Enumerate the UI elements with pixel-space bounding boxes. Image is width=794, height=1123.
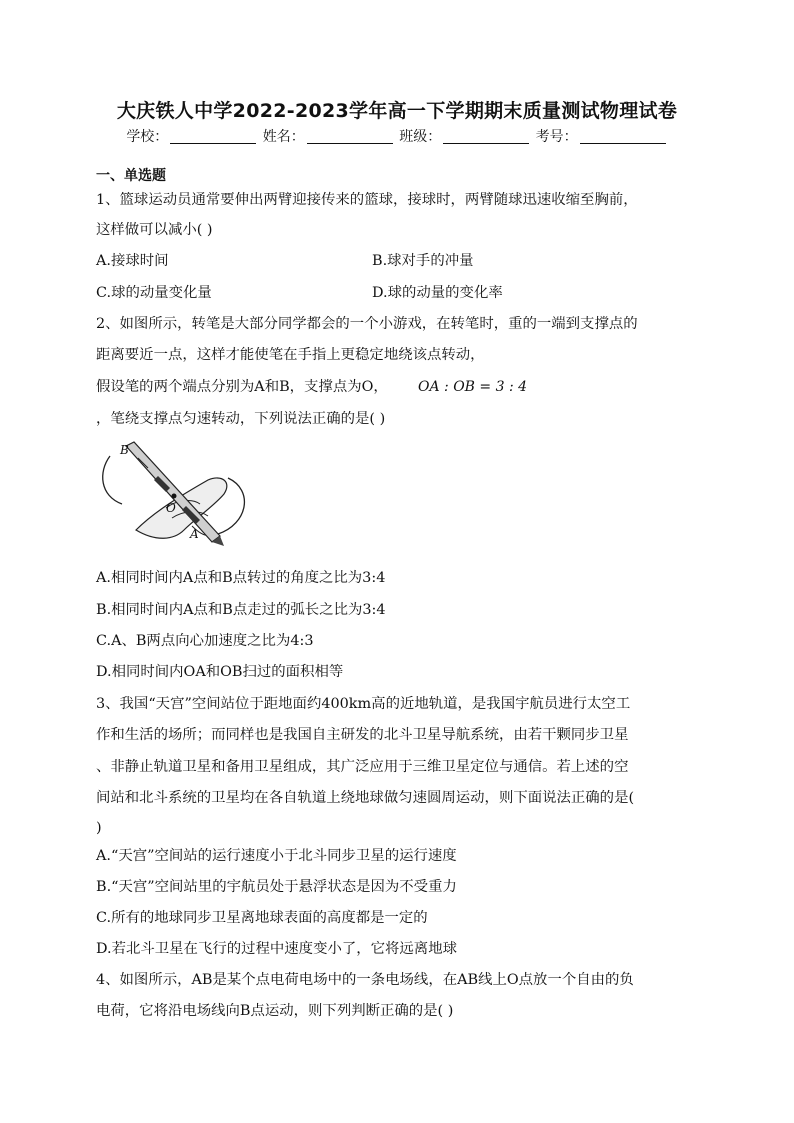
q2-stem-line-2: 距离要近一点，这样才能使笔在手指上更稳定地绕该点转动，	[96, 347, 485, 363]
section-heading-single-choice: 一、单选题	[96, 168, 166, 184]
pivot-point-o	[172, 494, 177, 499]
q1-stem-line-2: 这样做可以减小( )	[96, 222, 213, 238]
exam-number-label: 考号：	[535, 129, 578, 145]
class-blank[interactable]	[443, 129, 529, 144]
q3-option-b: B.“天宫”空间站里的宇航员处于悬浮状态是因为不受重力	[96, 879, 457, 895]
student-info-line	[0, 126, 794, 146]
q3-option-d: D.若北斗卫星在飞行的过程中速度变小了，它将远离地球	[96, 941, 457, 957]
q2-ratio-formula: OA : OB = 3 : 4	[418, 379, 528, 395]
exam-number-blank[interactable]	[580, 129, 666, 144]
q3-stem-line-2: 作和生活的场所；而同样也是我国自主研发的北斗卫星导航系统，由若干颗同步卫星	[96, 727, 629, 743]
class-label: 班级：	[399, 129, 442, 145]
q3-stem-line-4: 间站和北斗系统的卫星均在各自轨道上绕地球做匀速圆周运动，则下面说法正确的是(	[96, 790, 635, 806]
q1-option-c: C.球的动量变化量	[96, 285, 212, 301]
school-blank[interactable]	[170, 129, 256, 144]
q4-stem-line-1: 4、如图所示，AB是某个点电荷电场中的一条电场线，在AB线上O点放一个自由的负	[96, 972, 634, 988]
name-blank[interactable]	[307, 129, 393, 144]
q2-option-a: A.相同时间内A点和B点转过的角度之比为3:4	[96, 570, 386, 586]
pen-spinning-figure	[96, 438, 256, 546]
exam-title: 大庆铁人中学2022-2023学年高一下学期期末质量测试物理试卷	[116, 100, 678, 122]
q3-option-c: C.所有的地球同步卫星离地球表面的高度都是一定的	[96, 910, 428, 926]
label-a: A	[190, 527, 199, 541]
q3-stem-line-5: )	[96, 820, 102, 836]
q1-option-d: D.球的动量的变化率	[372, 285, 503, 301]
rotation-arc-left	[103, 456, 122, 504]
q2-option-c: C.A、B两点向心加速度之比为4:3	[96, 633, 314, 649]
q3-option-a: A.“天宫”空间站的运行速度小于北斗同步卫星的运行速度	[96, 848, 457, 864]
q4-stem-line-2: 电荷，它将沿电场线向B点运动，则下列判断正确的是( )	[96, 1003, 454, 1019]
label-b: B	[120, 443, 129, 457]
q1-stem-line-1: 1、篮球运动员通常要伸出两臂迎接传来的篮球，接球时，两臂随球迅速收缩至胸前，	[96, 192, 638, 208]
school-label: 学校：	[126, 129, 169, 145]
q3-stem-line-1: 3、我国“天宫”空间站位于距地面约400km高的近地轨道，是我国宇航员进行太空工	[96, 696, 631, 712]
q1-option-a: A.接球时间	[96, 253, 169, 269]
q1-option-b: B.球对手的冲量	[372, 253, 474, 269]
q2-option-b: B.相同时间内A点和B点走过的弧长之比为3:4	[96, 602, 386, 618]
label-o: O	[166, 501, 176, 515]
q2-stem-line-3: 假设笔的两个端点分别为A和B，支撑点为O，	[96, 379, 388, 395]
q2-option-d: D.相同时间内OA和OB扫过的面积相等	[96, 664, 344, 680]
name-label: 姓名：	[262, 129, 305, 145]
q2-stem-line-1: 2、如图所示，转笔是大部分同学都会的一个小游戏，在转笔时，重的一端到支撑点的	[96, 316, 638, 332]
q3-stem-line-3: 、非静止轨道卫星和备用卫星组成，其广泛应用于三维卫星定位与通信。若上述的空	[96, 759, 629, 775]
q2-stem-line-4: ，笔绕支撑点匀速转动，下列说法正确的是( )	[96, 411, 386, 427]
